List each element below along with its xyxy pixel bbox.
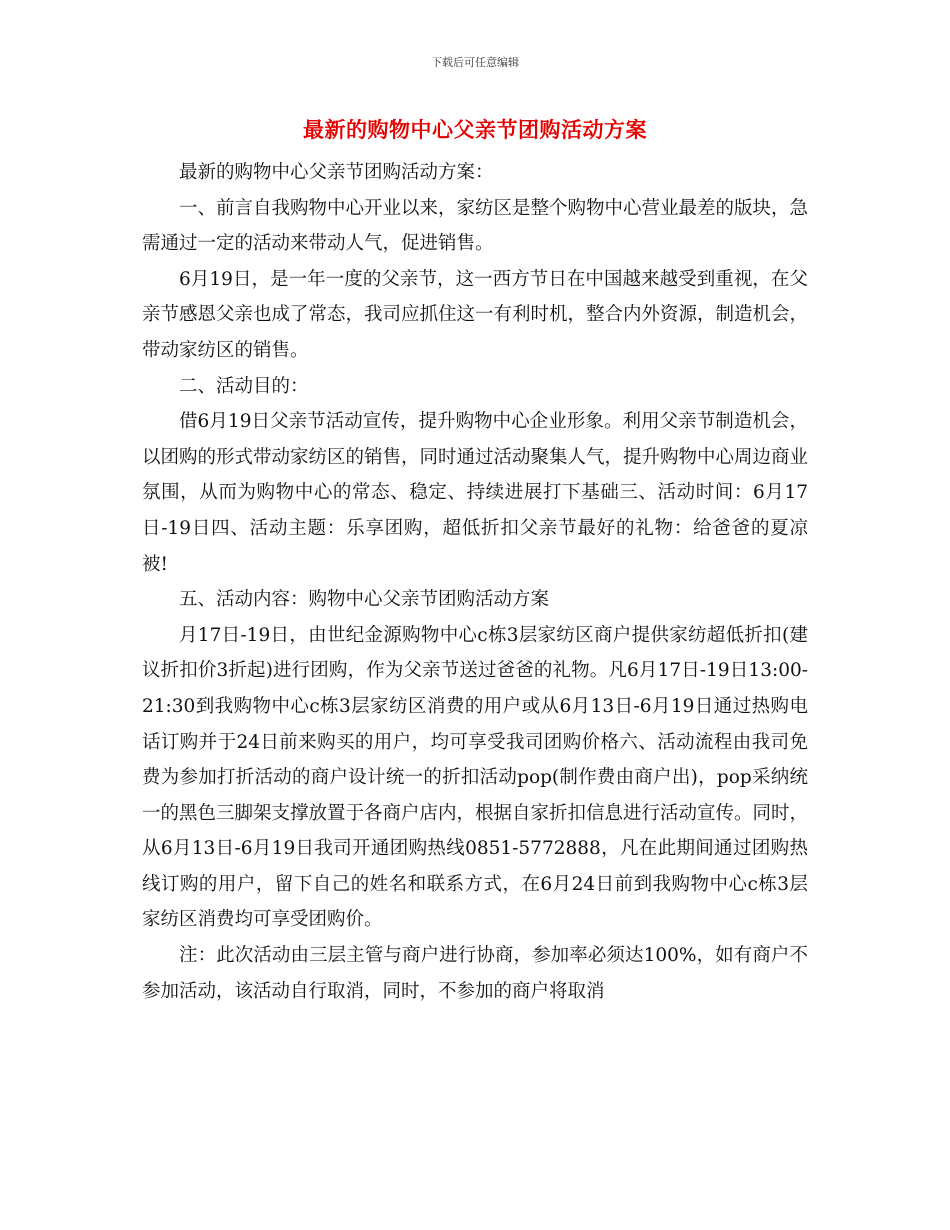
paragraph-preface: 一、前言自我购物中心开业以来，家纺区是整个购物中心营业最差的版块，急需通过一定的活动来带动人气，促进销售。: [142, 197, 809, 255]
document-body: [142, 155, 808, 1009]
header-note: 下载后可任意编辑: [431, 56, 519, 69]
paragraph-purpose-heading: 二、活动目的：: [179, 375, 309, 397]
paragraph-content-heading: 五、活动内容：购物中心父亲节团购活动方案: [179, 589, 550, 611]
paragraph-purpose: 借6月19日父亲节活动宣传，提升购物中心企业形象。利用父亲节制造机会，以团购的形式带动家纺区的销售，同时通过活动聚集人气，提升购物中心周边商业氛围，从而为购物中心的常态、稳定、持续进展打下基础三、活动时间：6月17日-19日四、活动主题：乐享团购，超低折扣父亲节最好的礼物：给爸爸的夏凉被!: [142, 411, 809, 575]
paragraph-content: 月17日-19日，由世纪金源购物中心c栋3层家纺区商户提供家纺超低折扣(建议折扣价3折起)进行团购，作为父亲节送过爸爸的礼物。凡6月17日-19日13:00-21:30到我购物中心c栋3层家纺区消费的用户或从6月13日-6月19日通过热购电话订购并于24日前来购买的用户，均可享受我司团购价格六、活动流程由我司免费为参加打折活动的商户设计统一的折扣活动pop(制作费由商户出)，pop采纳统一的黑色三脚架支撑放置于各商户店内，根据自家折扣信息进行活动宣传。同时，从6月13日-6月19日我司开通团购热线0851-5772888，凡在此期间通过团购热线订购的用户，留下自己的姓名和联系方式，在6月24日前到我购物中心c栋3层家纺区消费均可享受团购价。: [142, 624, 809, 931]
paragraph-fathers-day: 6月19日，是一年一度的父亲节，这一西方节日在中国越来越受到重视，在父亲节感恩父亲也成了常态，我司应抓住这一有利时机，整合内外资源，制造机会，带动家纺区的销售。: [142, 268, 809, 361]
paragraph-intro: 最新的购物中心父亲节团购活动方案：: [179, 162, 494, 183]
paragraph-note: 注：此次活动由三层主管与商户进行协商，参加率必须达100%，如有商户不参加活动，该活动自行取消，同时，不参加的商户将取消: [142, 945, 808, 1002]
document-title: 最新的购物中心父亲节团购活动方案: [303, 118, 647, 142]
